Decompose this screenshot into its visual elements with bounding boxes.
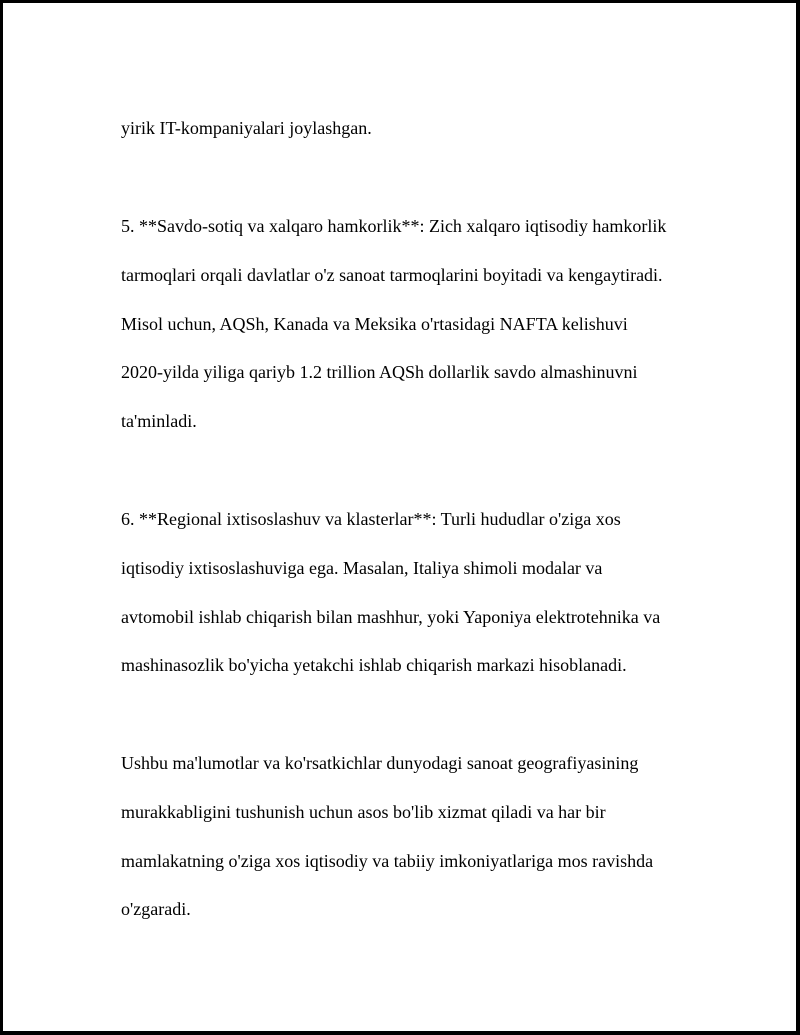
text-line: mamlakatning o'ziga xos iqtisodiy va tabiiy imkoniyatlariga mos ravishda bbox=[121, 850, 654, 871]
text-line: tarmoqlari orqali davlatlar o'z sanoat tarmoqlarini boyitadi va kengaytiradi. bbox=[121, 264, 663, 285]
text-line: o'zgaradi. bbox=[121, 899, 191, 920]
text-line: 5. **Savdo-sotiq va xalqaro hamkorlik**: Zich xalqaro iqtisodiy hamkorlik bbox=[121, 216, 667, 237]
paragraph-regional-specialization bbox=[121, 482, 701, 702]
text-line: 2020-yilda yiliga qariyb 1.2 trillion AQSh dollarlik savdo almashinuvni bbox=[121, 362, 638, 383]
text-line: iqtisodiy ixtisoslashuviga ega. Masalan, Italiya shimoli modalar va bbox=[121, 557, 603, 578]
text-line: murakkabligini tushunish uchun asos bo'lib xizmat qiladi va har bir bbox=[121, 801, 606, 822]
paragraph-conclusion bbox=[121, 727, 701, 947]
document-body bbox=[121, 92, 701, 971]
text-line: mashinasozlik bo'yicha yetakchi ishlab chiqarish markazi hisoblanadi. bbox=[121, 655, 627, 676]
text-line: Ushbu ma'lumotlar va ko'rsatkichlar dunyodagi sanoat geografiyasining bbox=[121, 752, 639, 773]
text-line: avtomobil ishlab chiqarish bilan mashhur, yoki Yaponiya elektrotehnika va bbox=[121, 606, 661, 627]
text-line: ta'minladi. bbox=[121, 411, 197, 432]
text-line: 6. **Regional ixtisoslashuv va klasterlar**: Turli hududlar o'ziga xos bbox=[121, 508, 621, 529]
text-line: Misol uchun, AQSh, Kanada va Meksika o'rtasidagi NAFTA kelishuvi bbox=[121, 313, 628, 334]
paragraph-trade-cooperation bbox=[121, 190, 701, 458]
paragraph-continuation bbox=[121, 92, 701, 165]
text-line: yirik IT-kompaniyalari joylashgan. bbox=[121, 118, 372, 139]
